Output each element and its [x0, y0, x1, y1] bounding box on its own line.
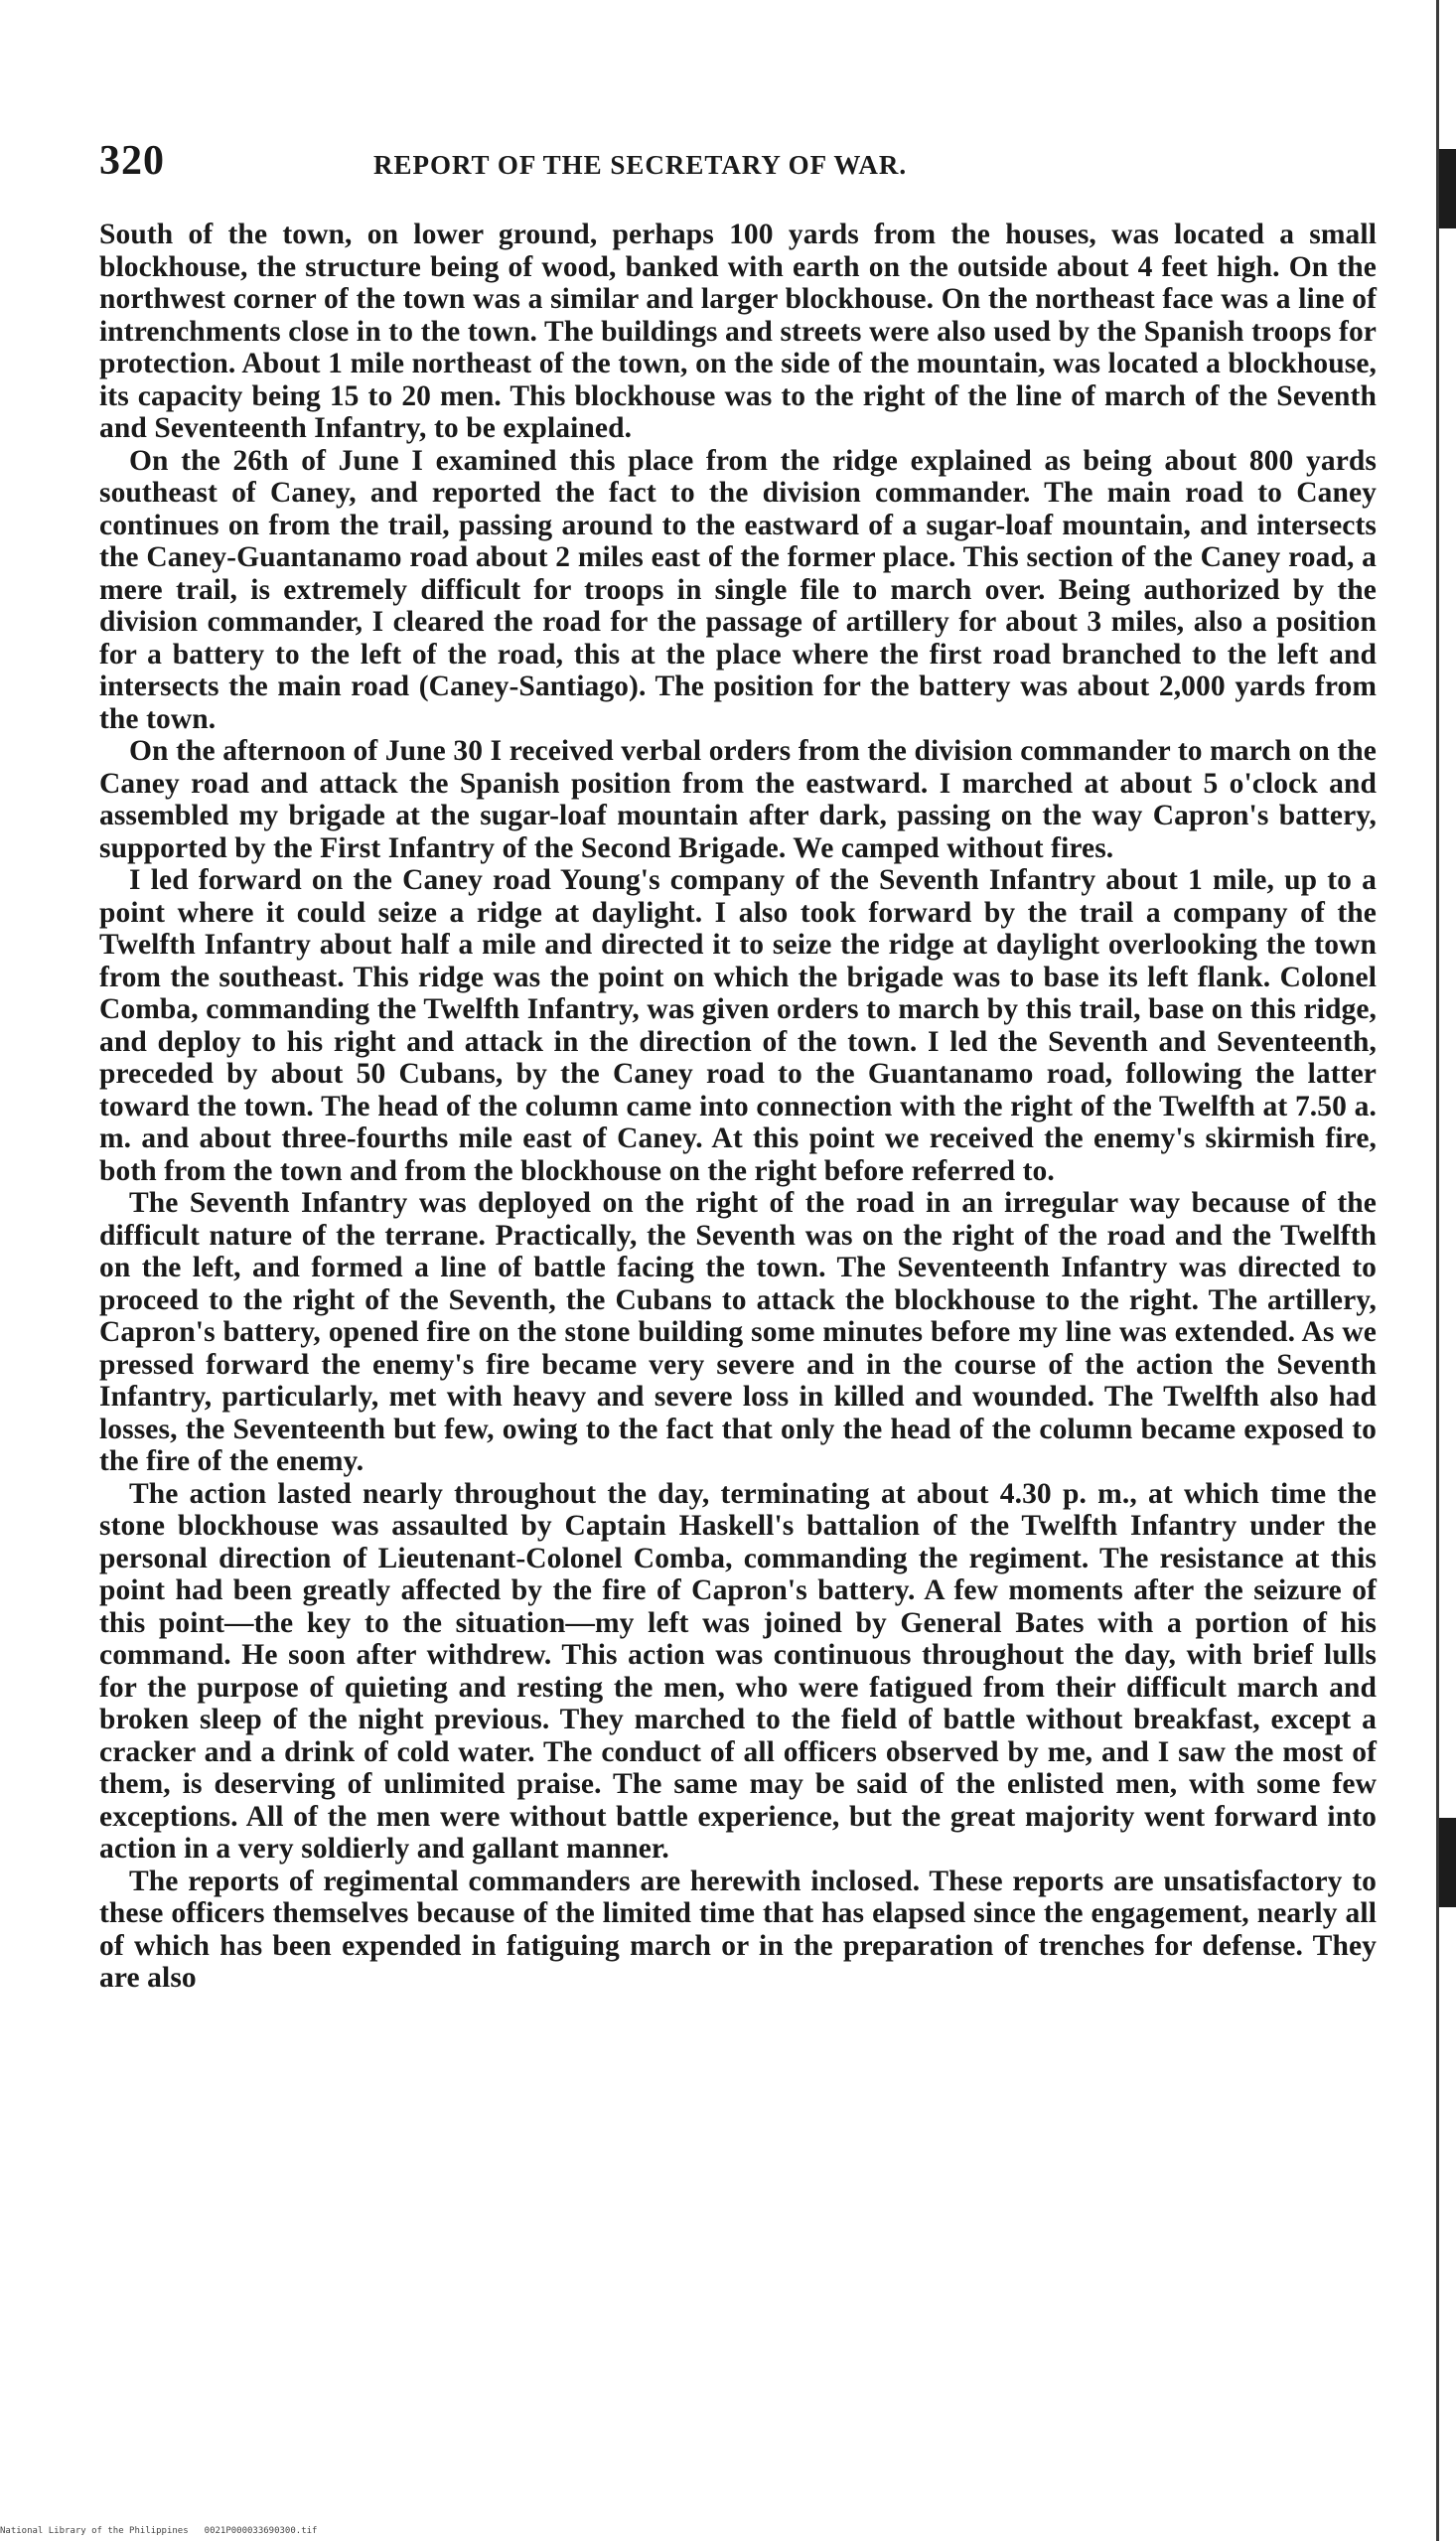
scan-footer — [0, 2526, 516, 2536]
paragraph: The Seventh Infantry was deployed on the right of the road in an irregular way because of the difficult nature of the terrane. Practically, the Seventh was on the right of the road and the Twelfth on the left, and formed a line of battle facing the town. The Seventeenth Infantry was directed to proceed to the right of the Seventh, the Cubans to attack the blockhouse to the right. The artillery, Capron's battery, opened fire on the stone building some minutes before my line was extended. As we pressed forward the enemy's fire became very severe and in the course of the action the Seventh Infantry, particularly, met with heavy and severe loss in killed and wounded. The Twelfth also had losses, the Seventeenth but few, owing to the fact that only the head of the column became exposed to the fire of the enemy. — [99, 1187, 1377, 1477]
running-head — [99, 137, 1377, 189]
paragraph: On the afternoon of June 30 I received verbal orders from the division commander to march on the Caney road and attack the Spanish position from the eastward. I marched at about 5 o'clock and assembled my brigade at the sugar-loaf mountain after dark, passing on the way Capron's battery, supported by the First Infantry of the Second Brigade. We camped without fires. — [99, 735, 1377, 864]
scan-edge — [1434, 0, 1456, 2541]
paragraph: I led forward on the Caney road Young's company of the Seventh Infantry about 1 mile, up to a point where it could seize a ridge at daylight. I also took forward by the trail a company of the Twelfth Infantry about half a mile and directed it to seize the ridge at daylight overlooking the town from the southeast. This ridge was the point on which the brigade was to base its left flank. Colonel Comba, commanding the Twelfth Infantry, was given orders to march by this trail, base on this ridge, and deploy to his right and attack in the direction of the town. I led the Seventh and Seventeenth, preceded by about 50 Cubans, by the Caney road to the Guantanamo road, following the latter toward the town. The head of the column came into connection with the right of the Twelfth at 7.50 a. m. and about three-fourths mile east of Caney. At this point we received the enemy's skirmish fire, both from the town and from the blockhouse on the right before referred to. — [99, 864, 1377, 1187]
body-text — [99, 219, 1377, 1995]
footer-file: 0021P000033690300.tif — [204, 2526, 318, 2536]
paragraph: The reports of regimental commanders are herewith inclosed. These reports are unsatisfactory to these officers themselves because of the limited time that has elapsed since the engagement, nearly all of which has been expended in fatiguing march or in the preparation of trenches for defense. They are also — [99, 1865, 1377, 1994]
paragraph: South of the town, on lower ground, perhaps 100 yards from the houses, was located a small blockhouse, the structure being of wood, banked with earth on the outside about 4 feet high. On the northwest corner of the town was a similar and larger blockhouse. On the northeast face was a line of intrenchments close in to the town. The buildings and streets were also used by the Spanish troops for protection. About 1 mile northeast of the town, on the side of the mountain, was located a blockhouse, its capacity being 15 to 20 men. This blockhouse was to the right of the line of march of the Seventh and Seventeenth Infantry, to be explained. — [99, 219, 1377, 444]
header-title: REPORT OF THE SECRETARY OF WAR. — [373, 150, 908, 180]
footer-library: National Library of the Philippines — [0, 2526, 189, 2536]
scan-edge-line — [1436, 0, 1439, 2541]
paragraph: On the 26th of June I examined this place from the ridge explained as being about 800 yards southeast of Caney, and reported the fact to the division commander. The main road to Caney continues on from the trail, passing around to the eastward of a sugar-loaf mountain, and intersects the Caney-Guantanamo road about 2 miles east of the former place. This section of the Caney road, a mere trail, is extremely difficult for troops in single file to march over. Being authorized by the division commander, I cleared the road for the passage of artillery for about 3 miles, also a position for a battery to the left of the road, this at the place where the first road branched to the left and intersects the main road (Caney-Santiago). The position for the battery was about 2,000 yards from the town. — [99, 444, 1377, 735]
paragraph: The action lasted nearly throughout the day, terminating at about 4.30 p. m., at which time the stone blockhouse was assaulted by Captain Haskell's battalion of the Twelfth Infantry under the personal direction of Lieutenant-Colonel Comba, commanding the regiment. The resistance at this point had been greatly affected by the fire of Capron's battery. A few moments after the seizure of this point—the key to the situation—my left was joined by General Bates with a portion of his command. He soon after withdrew. This action was continuous throughout the day, with brief lulls for the purpose of quieting and resting the men, who were fatigued from their difficult march and broken sleep of the night previous. They marched to the field of battle without breakfast, except a cracker and a drink of cold water. The conduct of all officers observed by me, and I saw the most of them, is deserving of unlimited praise. The same may be said of the enlisted men, with some few exceptions. All of the men were without battle experience, but the great majority went forward into action in a very soldierly and gallant manner. — [99, 1477, 1377, 1865]
scan-edge-shadow — [1439, 1818, 1456, 1907]
page-number: 320 — [99, 138, 165, 184]
scan-edge-shadow — [1439, 149, 1456, 228]
document-page — [99, 137, 1377, 1995]
